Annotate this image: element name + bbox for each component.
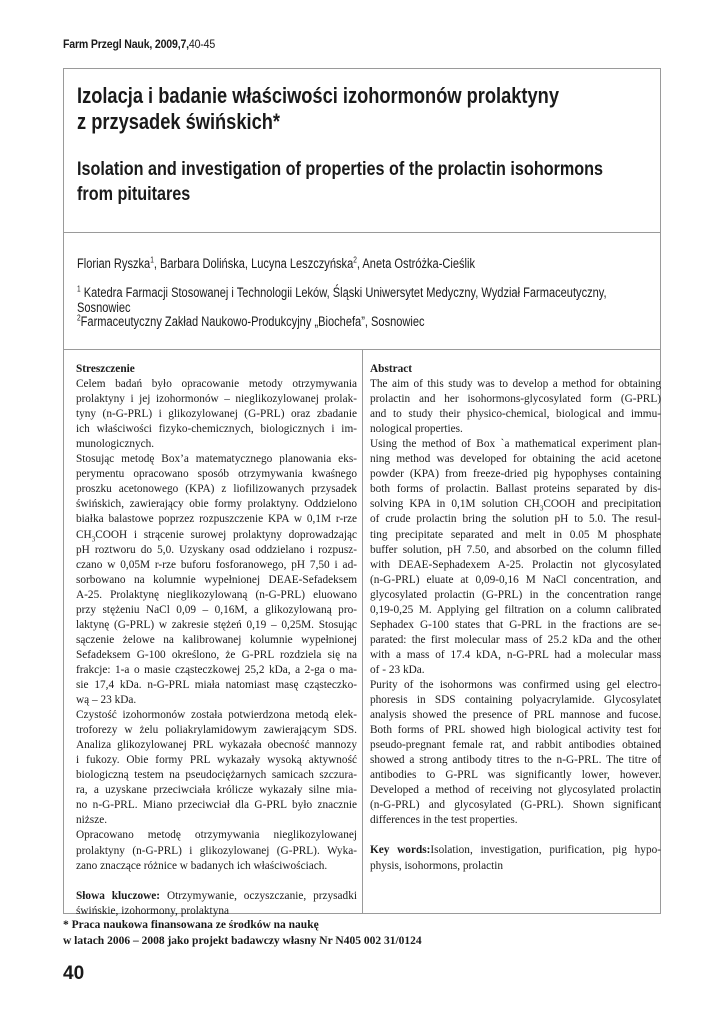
abstract-line: phoresis in SDS containing polyacrylamide. Glycosylatet xyxy=(370,694,661,707)
title-divider xyxy=(63,232,661,233)
streszczenie-body xyxy=(76,377,357,527)
affiliation-2-text: Farmaceutyczny Zakład Naukowo-Produkcyjny „Biochefa”, Sosnowiec xyxy=(80,314,425,329)
streszczenie-line: pH roztworu do 5,0. Uzyskany osad oddzielano i rozpusz- xyxy=(76,543,357,556)
title-english-line1: Isolation and investigation of properties of the prolactin isohormons xyxy=(77,158,604,180)
streszczenie-line: ra, a uzyskane przeciwciała królicze wykazały silne mia- xyxy=(76,784,357,797)
streszczenie-column xyxy=(76,362,357,919)
affiliation-2-mark: 2 xyxy=(77,313,81,323)
abstract-line: ting precipitate separated and melt in 0.05 M phosphate xyxy=(370,528,661,541)
abstract-line: glycosylated prolactin (G-PRL) in the concentration range xyxy=(370,588,661,601)
streszczenie-line: świńskich, zawierający obie formy prolaktyny. Oddzielono xyxy=(76,498,357,511)
abstract-line: with a mass of 17.4 kDA, n-G-PRL had a molecular mass xyxy=(370,648,661,661)
affiliation-1-line1: Katedra Farmacji Stosowanej i Technologii Leków, Śląski Uniwersytet Medyczny, Wydział Farmaceutyczny, xyxy=(80,285,607,300)
abstract-line: Both forms of PRL showed high biological activity test for xyxy=(370,724,661,737)
authors-line xyxy=(77,256,569,271)
abstract-line: powder (KPA) from freeze-dried pig hypophyses containing xyxy=(370,468,661,481)
abstract-column xyxy=(370,362,661,874)
affiliation-1-mark: 1 xyxy=(77,284,81,294)
abstract-line: antibodies to G-PRL was significantly lower, however. xyxy=(370,769,661,782)
streszczenie-line: zano znaczące różnice w badanych ich właściwościach. xyxy=(76,859,328,872)
key-words-label: Key words: xyxy=(370,844,431,857)
title-english-line2: from pituitares xyxy=(77,183,191,205)
streszczenie-line: i fukozy. Obie formy PRL wykazały wysoką aktywność xyxy=(76,754,357,767)
abstract-line: differences in the test properties. xyxy=(370,814,518,827)
abstract-line: Using the method of Box `a mathematical experiment plan- xyxy=(370,438,661,451)
abstract-line: buffer solution, pH 7.50, and absorbed on the column filled xyxy=(370,543,661,556)
abstract-body xyxy=(370,377,661,497)
streszczenie-line: sie 17,4 kDa. n-G-PRL miała natomiast masę cząsteczko- xyxy=(76,678,357,691)
slowa-kluczowe-label: Słowa kluczowe: xyxy=(76,889,161,902)
streszczenie-line: munologicznych. xyxy=(76,438,155,451)
streszczenie-line: Czystość izohormonów została potwierdzona metodą elek- xyxy=(76,709,357,722)
title-polish xyxy=(77,83,641,135)
abstract-body-continued xyxy=(370,512,661,828)
abstract-line: Sephadex G-100 states that G-PRL in the fractions are se- xyxy=(370,618,661,631)
author-1-affiliation-mark: 1 xyxy=(150,255,154,265)
abstract-line: nological properties. xyxy=(370,423,463,436)
abstract-line: analysis showed the presence of PRL mannose and fucose. xyxy=(370,709,661,722)
key-words-line2: physis, isohormons, prolactin xyxy=(370,859,504,872)
author-2-3: , Barbara Dolińska, Lucyna Leszczyńska xyxy=(153,256,354,271)
abstract-line: parated: the first molecular mass of 25.2 kDa and the other xyxy=(370,633,661,646)
streszczenie-line: wą – 23 kDa. xyxy=(76,694,137,707)
abstract-line: with DEAE-Sephadexem A-25. Prolactin not glycosylated xyxy=(370,558,661,571)
streszczenie-body-continued xyxy=(76,543,357,874)
streszczenie-line: sączenie żelowe na kalibrowanej kolumnie wypełnionej xyxy=(76,633,357,646)
affiliation-1-line2: Sosnowiec xyxy=(77,300,131,315)
author-1: Florian Ryszka xyxy=(77,256,151,271)
streszczenie-line: ich właściwości fizyko-chemicznych, biologicznych i im- xyxy=(76,423,357,436)
abstract-line: 0,19-0,25 M. Applying gel filtration on a column calibrated xyxy=(370,603,661,616)
streszczenie-heading: Streszczenie xyxy=(76,363,135,375)
streszczenie-line: Opracowano metodę otrzymywania nieglikozylowanej xyxy=(76,829,357,842)
abstract-line: Developed a method of receiving not glycosylated prolactin xyxy=(370,784,661,797)
abstract-line: (n-G-PRL) and glycosylated (G-PRL). Shown significant xyxy=(370,799,661,812)
streszczenie-line: Analiza glikozylowanej PRL wykazała obecność mannozy xyxy=(76,739,357,752)
abstract-line: both forms of prolactin. Ballast proteins separated by dis- xyxy=(370,483,661,496)
funding-footnote xyxy=(63,917,422,949)
page-number: 40 xyxy=(63,963,85,984)
abstract-line: prolactin and her isohormons-glycosylated form (G-PRL) xyxy=(370,393,661,406)
streszczenie-line: no n-G-PRL. Miano przeciwciał dla G-PRL było znacznie xyxy=(76,799,357,812)
streszczenie-line: perymentu opracowano sposób otrzymywania kwaśnego xyxy=(76,468,357,481)
title-polish-line1: Izolacja i badanie właściwości izohormonów prolaktyny xyxy=(77,83,559,108)
journal-pages: 40-45 xyxy=(188,37,216,51)
streszczenie-line: proszku acetonowego (KPA) z liofilizowanych przysadek xyxy=(76,483,357,496)
author-3-affiliation-mark: 2 xyxy=(353,255,357,265)
streszczenie-line: A-25. Prolaktynę nieglikozylowaną (n-G-PRL) eluowano xyxy=(76,588,357,601)
streszczenie-ch3-line: $CH_3COOH$ i strącenie surowej prolaktyny doprowadzając xyxy=(76,528,357,543)
streszczenie-line: Sefadeksem G-100 określono, że G-PRL rozdziela się na xyxy=(76,648,357,661)
abstract-line: ning method was developed for obtaining the acid acetone xyxy=(370,453,661,466)
column-divider xyxy=(362,349,363,914)
streszczenie-line: Stosując metodę Box’a matematycznego planowania eks- xyxy=(76,453,357,466)
streszczenie-line: sorbowano na kolumnie wypełnionej DEAE-Sefadeksem xyxy=(76,573,357,586)
slowa-kluczowe-line2: świńskie, izohormony, prolaktyna xyxy=(76,904,230,917)
streszczenie-line: Celem badań było opracowanie metody otrzymywania xyxy=(76,378,357,391)
abstract-line: of - 23 kDa. xyxy=(370,663,425,676)
abstract-line: pseudo-pregnant female rat, and rabbit antibodies obtained xyxy=(370,739,661,752)
streszczenie-line: czano w 0,05M r-rze buforu fosforanowego, pH 7,50 i ad- xyxy=(76,558,357,571)
footnote-line1: * Praca naukowa finansowana ze środków na naukę xyxy=(63,919,319,931)
affiliation-1 xyxy=(77,285,643,315)
streszczenie-line: niższe. xyxy=(76,814,108,827)
affiliation-2 xyxy=(77,314,643,329)
title-english xyxy=(77,157,650,207)
abstract-heading: Abstract xyxy=(370,363,413,375)
abstract-line: (n-G-PRL) eluate at 0,09-0,16 M NaCl concentration, and xyxy=(370,573,661,586)
streszczenie-line: laktynę (G-PRL) w zakresie stężeń 0,19 – 0,25M. Stosując xyxy=(76,618,357,631)
streszczenie-line: troforezy w żelu poliakrylamidowym zawierającym SDS. xyxy=(76,724,357,737)
key-words: Key words:Isolation, investigation, purification, pig hypo- xyxy=(370,844,661,857)
streszczenie-line: prolaktyny (n-G-PRL) i glikozylowanej (G-PRL). Wyka- xyxy=(76,844,357,857)
abstract-line: showed a strong antibody titres to the n-G-PRL. The titre of xyxy=(370,754,661,767)
streszczenie-line: biologiczną testem na pseudociężarnych samicach szczura- xyxy=(76,769,357,782)
streszczenie-line: prolaktyny i jej izohormonów – nieglikozylowanej prolak- xyxy=(76,393,357,406)
abstract-line: and to study their physico-chemical, biological and immu- xyxy=(370,408,661,421)
abstract-line: of crude prolactin bring the solution pH to 5.0. The resul- xyxy=(370,513,661,526)
abstract-ch3-line: solving KPA in 0,1M solution $CH_3COOH$ and precipitation xyxy=(370,498,661,513)
journal-citation xyxy=(63,37,215,51)
slowa-kluczowe: Słowa kluczowe: Otrzymywanie, oczyszczanie, przysadki xyxy=(76,889,357,902)
title-polish-line2: z przysadek świńskich* xyxy=(77,109,280,134)
streszczenie-line: białka balastowe poprzez rozpuszczenie KPA w 0,1M r-rze xyxy=(76,513,357,526)
abstract-line: Purity of the isohormons was confirmed using gel electro- xyxy=(370,678,661,691)
journal-name: Farm Przegl Nauk, 2009,7, xyxy=(63,37,189,51)
author-4: , Aneta Ostróżka-Cieślik xyxy=(356,256,476,271)
streszczenie-line: tyny (n-G-PRL) i glikozylowanej (G-PRL) oraz zbadanie xyxy=(76,408,357,421)
streszczenie-line: przy stężeniu NaCl 0,09 – 0,16M, a glikozylowaną pro- xyxy=(76,603,357,616)
footnote-line2: w latach 2006 – 2008 jako projekt badawczy własny Nr N405 002 31/0124 xyxy=(63,935,422,947)
streszczenie-line: frakcje: 1-a o masie cząsteczkowej 25,2 kDa, a 2-ga o ma- xyxy=(76,663,357,676)
abstract-line: The aim of this study was to develop a method for obtaining xyxy=(370,378,661,391)
